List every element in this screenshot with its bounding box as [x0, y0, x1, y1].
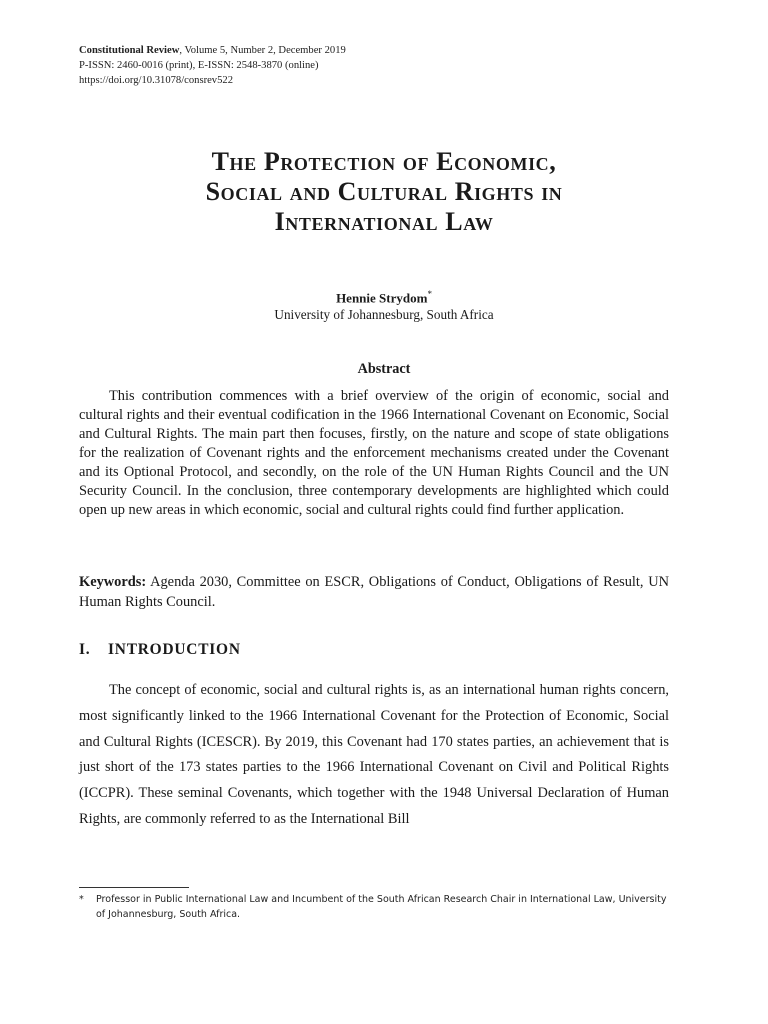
journal-issn: P-ISSN: 2460-0016 (print), E-ISSN: 2548-3870 (online)	[79, 60, 319, 71]
keywords	[79, 573, 669, 612]
author-name	[0, 289, 768, 306]
journal-name: Constitutional Review	[79, 45, 180, 56]
footnote	[79, 893, 669, 922]
journal-volume-info: , Volume 5, Number 2, December 2019	[179, 45, 346, 56]
section-number: I.	[79, 641, 91, 658]
abstract-body: This contribution commences with a brief overview of the origin of economic, social and cultural rights and their eventual codification in the 1966 International Covenant on Economic, Social and Cultural Rights. The main part then focuses, firstly, on the nature and scope of state obligations for the realization of Covenant rights and the enforcement mechanisms created under the Covenant and its Optional Protocol, and secondly, on the role of the UN Human Rights Council and the UN Security Council. In the conclusion, three contemporary developments are highlighted which could open up new areas in which economic, social and cultural rights could find further application.	[79, 388, 669, 518]
title-line: The Protection of Economic,	[211, 147, 557, 176]
author-affiliation: University of Johannesburg, South Africa	[274, 307, 494, 322]
introduction-paragraph: The concept of economic, social and cultural rights is, as an international human rights concern, most significantly linked to the 1966 International Covenant for the Protection of Economic, Social and Cultural Rights (ICESCR). By 2019, this Covenant had 170 states parties, an achievement that is just short of the 173 states parties to the 1966 International Covenant on Civil and Political Rights (ICCPR). These seminal Covenants, which together with the 1948 Universal Declaration of Human Rights, are commonly referred to as the International Bill	[79, 682, 669, 827]
footnote-text: Professor in Public International Law and Incumbent of the South African Research Chair in International Law, University of Johannesburg, South Africa.	[96, 894, 667, 920]
author-footnote-mark[interactable]: *	[427, 289, 432, 299]
keywords-text: Agenda 2030, Committee on ESCR, Obligations of Conduct, Obligations of Result, UN Human Rights Council.	[79, 574, 669, 610]
footnote-mark: *	[79, 894, 84, 905]
title-line: Social and Cultural Rights in	[205, 177, 563, 206]
title-line: International Law	[274, 207, 494, 236]
section-heading	[79, 641, 241, 659]
section-title: INTRODUCTION	[108, 641, 241, 658]
abstract-heading: Abstract	[357, 361, 411, 377]
journal-citation	[79, 43, 346, 58]
footnote-divider	[79, 887, 189, 888]
journal-header	[79, 43, 346, 88]
keywords-label: Keywords:	[79, 574, 147, 590]
author-name-text: Hennie Strydom	[336, 290, 428, 306]
paper-title	[60, 147, 708, 237]
journal-doi-link[interactable]: https://doi.org/10.31078/consrev522	[79, 75, 233, 86]
